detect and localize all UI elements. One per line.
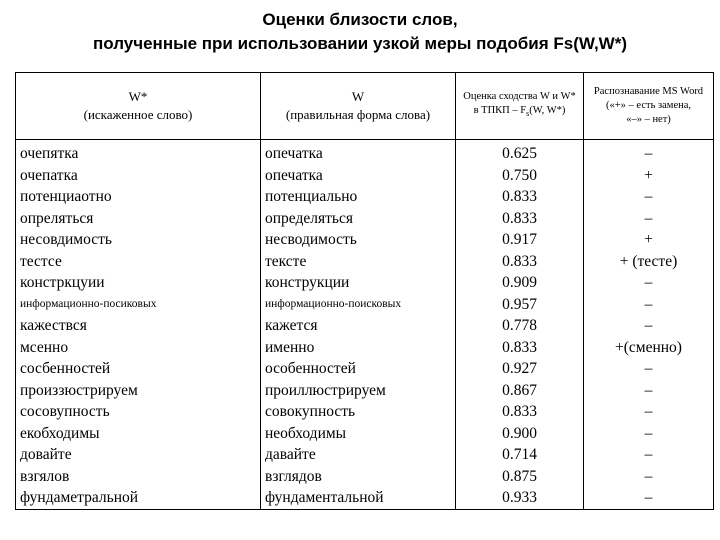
- similarity-score: 0.714: [502, 446, 537, 463]
- correct-word: кажется: [265, 317, 318, 334]
- header-msword-line-2: («+» – есть замена,: [605, 100, 692, 111]
- distorted-word: информационно-посиковых: [20, 297, 157, 310]
- header-msword: [584, 73, 714, 140]
- msword-result: –: [644, 188, 653, 205]
- column-similarity-scores: [456, 140, 584, 510]
- correct-word: совокупность: [265, 403, 356, 420]
- distorted-word: сосбенностей: [20, 360, 111, 377]
- correct-word: опечатка: [265, 145, 323, 162]
- title-line-1: Оценки близости слов,: [262, 10, 458, 29]
- header-distorted-sub: (искаженное слово): [83, 107, 193, 122]
- distorted-word: мсенно: [20, 338, 69, 356]
- correct-word: тексте: [265, 252, 307, 270]
- table-body-row: [16, 140, 714, 510]
- correct-word: информационно-поисковых: [265, 297, 402, 310]
- correct-word: взглядов: [265, 467, 322, 485]
- distorted-word: кажествся: [20, 317, 87, 334]
- header-correct-main: W: [351, 89, 365, 104]
- header-distorted: [16, 73, 261, 140]
- correct-word: давайте: [265, 446, 316, 463]
- header-correct: [261, 73, 456, 140]
- similarity-score: 0.833: [502, 252, 537, 270]
- msword-result: –: [644, 145, 653, 162]
- similarity-score: 0.833: [502, 188, 537, 205]
- distorted-word: констркцуии: [20, 274, 105, 291]
- msword-result: –: [644, 489, 653, 506]
- correct-word: необходимы: [265, 424, 347, 442]
- msword-result: –: [644, 424, 653, 442]
- similarity-score: 0.900: [502, 424, 537, 442]
- distorted-word: взгялов: [20, 467, 70, 485]
- correct-word: опечатка: [265, 166, 323, 184]
- distorted-word: опреляться: [20, 209, 94, 227]
- similarity-score: 0.625: [502, 145, 537, 162]
- distorted-word: очепятка: [20, 145, 79, 162]
- distorted-word: сосовупность: [20, 403, 110, 420]
- msword-result: –: [644, 403, 653, 420]
- msword-result: + (тесте): [619, 252, 678, 270]
- distorted-word: очепатка: [20, 166, 78, 184]
- correct-word: потенциально: [265, 188, 358, 205]
- header-msword-line-3: «–» – нет): [626, 114, 671, 125]
- correct-word: конструкции: [265, 274, 350, 291]
- similarity-score: 0.833: [502, 403, 537, 420]
- similarity-score: 0.833: [502, 338, 537, 356]
- distorted-word: несовдимость: [20, 231, 112, 248]
- msword-result: +: [644, 166, 653, 184]
- similarity-score: 0.875: [502, 467, 537, 485]
- msword-result: –: [644, 317, 653, 334]
- column-correct-words: [261, 140, 456, 510]
- correct-word: проиллюстрируем: [265, 381, 386, 399]
- header-similarity-suffix: (W, W*): [529, 105, 566, 117]
- header-correct-sub: (правильная форма слова): [285, 107, 431, 122]
- distorted-word: произзюстрируем: [20, 381, 138, 399]
- similarity-score: 0.833: [502, 209, 537, 227]
- title-line-2: полученные при использовании узкой меры подобия Fs(W,W*): [92, 34, 628, 53]
- similarity-score: 0.778: [502, 317, 537, 334]
- header-row: [16, 73, 714, 140]
- msword-result: –: [644, 209, 653, 227]
- msword-result: +(сменно): [615, 338, 682, 356]
- msword-result: –: [644, 274, 653, 291]
- correct-word: фундаментальной: [265, 489, 384, 506]
- header-similarity-subscript: s: [526, 109, 530, 119]
- msword-result: –: [644, 295, 653, 313]
- correct-word: несводимость: [265, 231, 357, 248]
- correct-word: определяться: [265, 209, 353, 227]
- header-msword-line-1: Распознавание MS Word: [593, 86, 704, 97]
- similarity-score: 0.867: [502, 381, 537, 399]
- distorted-word: екобходимы: [20, 424, 100, 442]
- header-similarity: [456, 73, 584, 140]
- correct-word: именно: [265, 338, 315, 356]
- msword-result: –: [644, 446, 653, 463]
- similarity-score: 0.927: [502, 360, 537, 377]
- distorted-word: довайте: [20, 446, 72, 463]
- similarity-score: 0.933: [502, 489, 537, 506]
- msword-result: –: [644, 381, 653, 399]
- column-msword-recognition: [584, 140, 714, 510]
- distorted-word: тестсе: [20, 252, 62, 270]
- msword-result: –: [644, 467, 653, 485]
- document-title: [0, 8, 720, 56]
- similarity-score: 0.917: [502, 231, 537, 248]
- header-distorted-main: W*: [128, 89, 148, 104]
- correct-word: особенностей: [265, 360, 356, 377]
- similarity-score: 0.957: [502, 295, 537, 313]
- msword-result: +: [644, 231, 653, 248]
- similarity-score: 0.909: [502, 274, 537, 291]
- msword-result: –: [644, 360, 653, 377]
- distorted-word: фундаметральной: [20, 489, 139, 506]
- distorted-word: потенциаотно: [20, 188, 112, 205]
- similarity-table: [15, 72, 714, 510]
- similarity-score: 0.750: [502, 166, 537, 184]
- header-similarity-prefix: Оценка сходства W и W* в ТПКП – F: [463, 91, 576, 117]
- column-distorted-words: [16, 140, 261, 510]
